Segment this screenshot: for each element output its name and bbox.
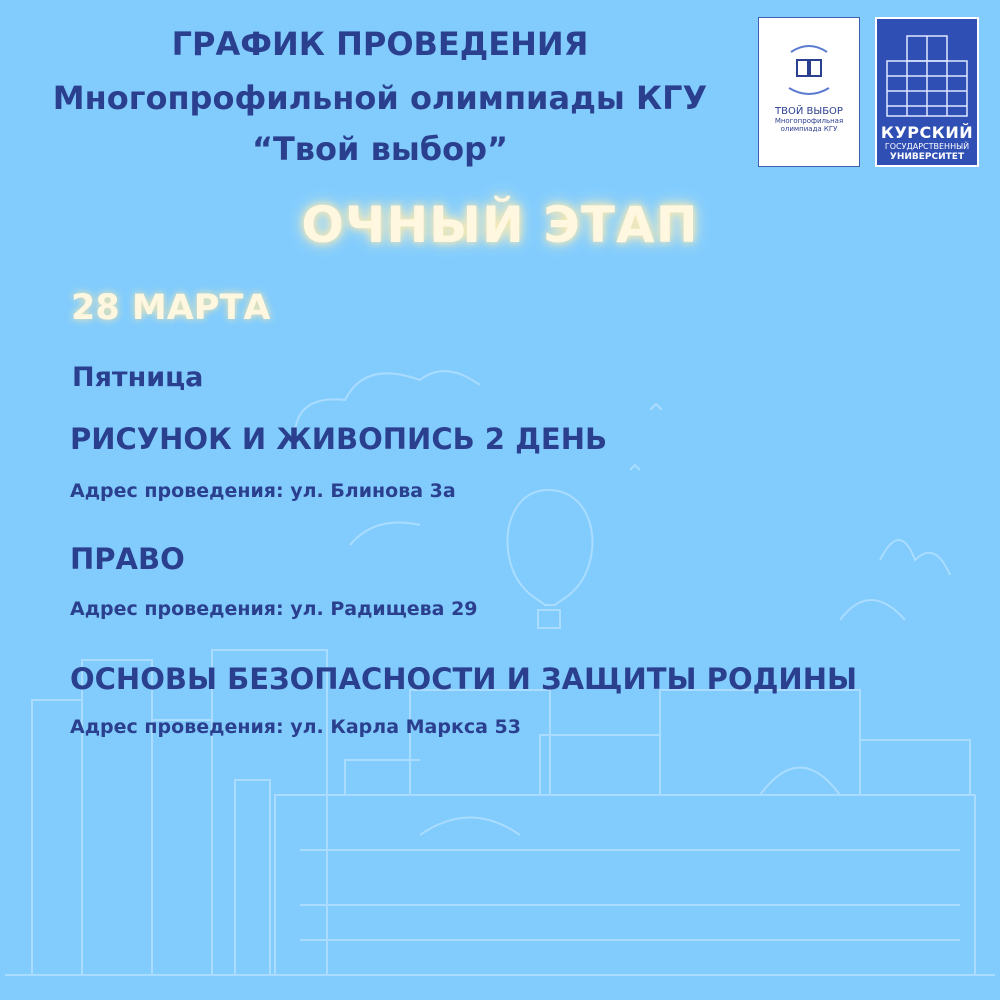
- event-address: Адрес проведения: ул. Карла Маркса 53: [70, 716, 521, 738]
- event-weekday: Пятница: [72, 362, 204, 393]
- olympiad-slogan: “Твой выбор”: [251, 130, 509, 168]
- book-hands-icon: [779, 42, 839, 100]
- university-building-icon: [877, 21, 977, 121]
- event-address: Адрес проведения: ул. Блинова 3а: [70, 480, 456, 502]
- event-subject: ОСНОВЫ БЕЗОПАСНОСТИ И ЗАЩИТЫ РОДИНЫ: [70, 662, 858, 696]
- olympiad-logo-title: ТВОЙ ВЫБОР: [775, 106, 843, 117]
- olympiad-logo: [758, 17, 860, 167]
- stage-heading: ОЧНЫЙ ЭТАП: [301, 196, 699, 254]
- university-line2: ГОСУДАРСТВЕННЫЙ: [884, 142, 970, 151]
- schedule-title: ГРАФИК ПРОВЕДЕНИЯ: [171, 25, 589, 63]
- olympiad-logo-sub1: Многопрофильная: [774, 117, 844, 125]
- olympiad-logo-sub2: олимпиада КГУ: [780, 125, 838, 133]
- university-line3: УНИВЕРСИТЕТ: [889, 152, 965, 162]
- event-subject: РИСУНОК И ЖИВОПИСЬ 2 ДЕНЬ: [70, 422, 608, 456]
- university-logo: [875, 17, 979, 167]
- olympiad-name: Многопрофильной олимпиады КГУ: [52, 79, 708, 117]
- event-date: 28 МАРТА: [71, 288, 271, 328]
- university-name: КУРСКИЙ: [880, 123, 974, 142]
- event-address: Адрес проведения: ул. Радищева 29: [70, 598, 478, 620]
- event-subject: ПРАВО: [70, 542, 185, 576]
